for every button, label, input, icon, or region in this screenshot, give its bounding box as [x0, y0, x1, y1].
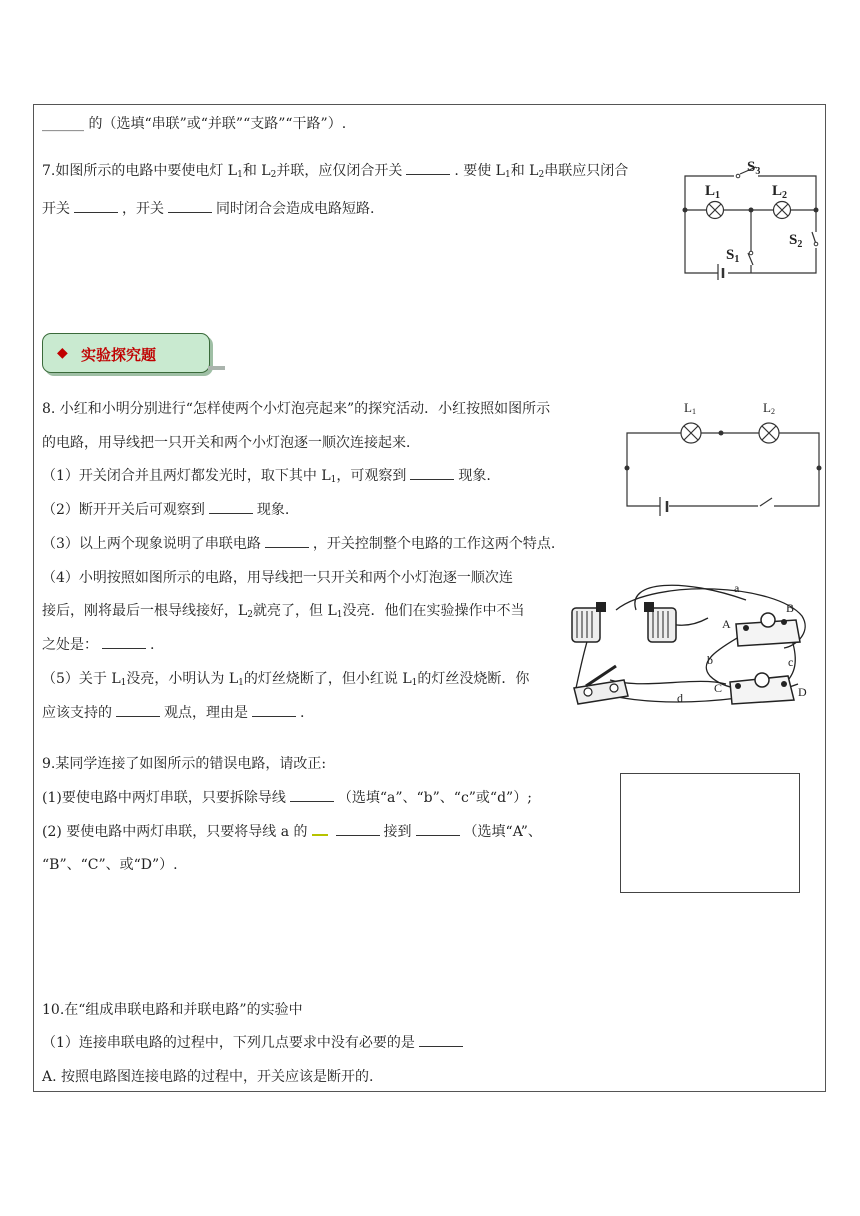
answer-blank[interactable]: ______: [42, 116, 84, 132]
q8-part-4-line-2: 接后，刚将最后一根导线接好，$L_2$就亮了，但 $L_1$没亮．他们在实验操作中不当: [42, 603, 525, 620]
wire-label-b: b: [707, 653, 713, 667]
terminal-label-a: A: [722, 617, 731, 631]
answer-blank[interactable]: [252, 704, 296, 717]
terminal-label-b: B: [786, 601, 795, 615]
label-l2: L2: [763, 400, 775, 416]
label-s2: $S_2$: [789, 232, 803, 250]
q8-wiring-sketch: [566, 580, 824, 720]
q10-line-1: 10.在“组成串联电路和并联电路”的实验中: [42, 1002, 303, 1018]
answer-blank[interactable]: [209, 501, 253, 514]
label-s3: $S_3$: [747, 159, 761, 177]
section-underline: [208, 366, 225, 370]
section-header: [42, 333, 210, 373]
q8-part-3: （3）以上两个现象说明了串联电路 ，开关控制整个电路的工作这两个特点.: [42, 536, 556, 552]
answer-blank[interactable]: [419, 1034, 463, 1047]
answer-blank[interactable]: [410, 467, 454, 480]
section-title: 实验探究题: [81, 346, 157, 364]
label-l1: $L_1$: [705, 183, 721, 201]
q8-part-1: （1）开关闭合并且两灯都发光时，取下其中 $L_1$，可观察到 现象.: [42, 468, 491, 485]
dot: [719, 431, 724, 436]
battery-cell-icon: [644, 602, 676, 642]
q10-line-2: （1）连接串联电路的过程中，下列几点要求中没有必要的是: [42, 1033, 467, 1053]
q7-circuit-diagram: [676, 152, 826, 280]
lamp-l2-icon: [774, 202, 791, 219]
q9-figure-box: [620, 773, 800, 893]
lamp-l2-icon: [759, 423, 779, 443]
label-l2: $L_2$: [772, 183, 788, 201]
answer-blank[interactable]: [168, 200, 212, 213]
lamp-l1-icon: [681, 423, 701, 443]
lamp-holder-top-icon: [736, 613, 800, 646]
q8-line-1: 8. 小红和小明分别进行“怎样使两个小灯泡亮起来”的探究活动．小红按照如图所示: [42, 401, 551, 417]
q9-line-1: 9.某同学连接了如图所示的错误电路，请改正:: [42, 756, 327, 772]
switch-contact: [814, 242, 818, 246]
q8-circuit-diagram: [620, 396, 826, 524]
label-s1: $S_1$: [726, 247, 740, 265]
dot: [625, 466, 630, 471]
switch-contact: [749, 251, 753, 255]
answer-blank[interactable]: [102, 636, 146, 649]
highlight-mark: [312, 822, 328, 836]
dot: [683, 208, 688, 213]
lamp-holder-bottom-icon: [730, 673, 794, 704]
q9-part-1: (1)要使电路中两灯串联，只要拆除导线 （选填“a”、“b”、“c”或“d”）;: [42, 790, 532, 806]
knife-switch-icon: [574, 666, 628, 704]
switch-contact: [736, 174, 740, 178]
label-l1: L1: [684, 400, 696, 416]
answer-blank[interactable]: [74, 200, 118, 213]
wire-label-a: a: [734, 581, 740, 595]
dot: [814, 208, 819, 213]
q8-part-5-line-1: （5）关于 $L_1$没亮，小明认为 $L_1$的灯丝烧断了，但小红说 $L_1$的灯丝没烧断．你: [42, 671, 530, 688]
terminal-label-c: C: [714, 681, 723, 695]
wire-label-d: d: [677, 691, 683, 705]
answer-blank[interactable]: [406, 162, 450, 175]
lamp-l1-icon: [707, 202, 724, 219]
q10-option-a: A. 按照电路图连接电路的过程中，开关应该是断开的.: [42, 1069, 374, 1085]
diamond-icon: ◆: [57, 345, 68, 361]
q8-part-5-line-2: 应该支持的 观点，理由是 .: [42, 705, 305, 721]
terminal-label-d: D: [798, 685, 807, 699]
q8-part-4-line-1: （4）小明按照如图所示的电路，用导线把一只开关和两个小灯泡逐一顺次连: [42, 570, 513, 586]
answer-blank[interactable]: [116, 704, 160, 717]
q7-line-1: 7.如图所示的电路中要使电灯 $L_1$和 $L_2$并联，应仅闭合开关 . 要使 $L_1$和 $L_2$串联应只闭合: [42, 163, 629, 180]
answer-blank[interactable]: [416, 823, 460, 836]
q8-part-4-line-3: 之处是： .: [42, 637, 155, 653]
answer-blank[interactable]: [265, 535, 309, 548]
q9-part-2: (2) 要使电路中两灯串联，只要将导线 a 的 接到 （选填“A”、: [42, 824, 542, 840]
wire-label-c: c: [788, 655, 794, 669]
q8-part-2: （2）断开开关后可观察到 现象.: [42, 502, 290, 518]
q9-part-2-line-2: “B”、“C”、或“D”）.: [42, 857, 178, 873]
answer-blank[interactable]: [336, 823, 380, 836]
answer-blank[interactable]: [290, 789, 334, 802]
question-6-tail: [42, 114, 346, 134]
dot: [749, 208, 754, 213]
question-text: 的（选填“串联”或“并联”“支路”“干路”）.: [84, 116, 347, 132]
battery-cell-icon: [572, 602, 606, 642]
q7-line-2: 开关 ，开关 同时闭合会造成电路短路.: [42, 201, 375, 217]
dot: [817, 466, 822, 471]
q8-line-2: 的电路，用导线把一只开关和两个小灯泡逐一顺次连接起来．: [42, 435, 420, 451]
